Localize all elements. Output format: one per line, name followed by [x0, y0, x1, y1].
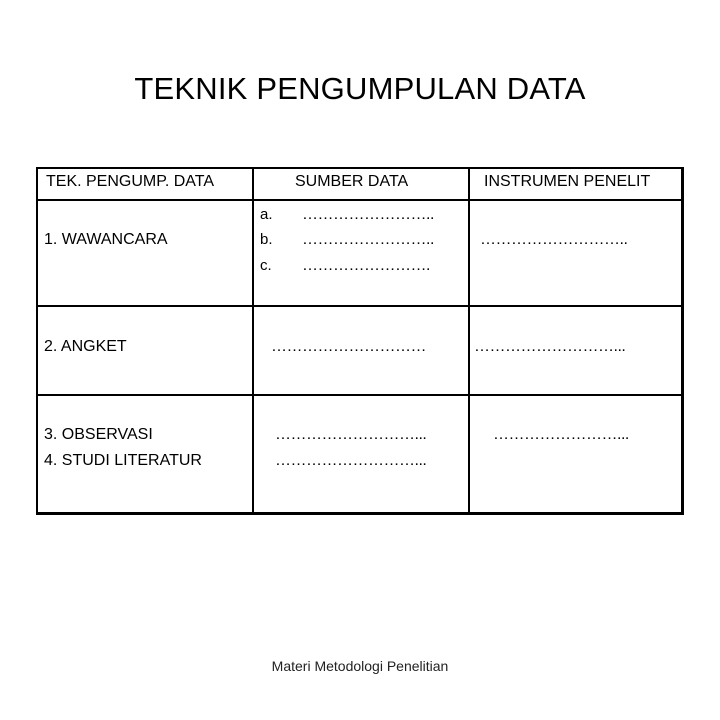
- technique-observasi: 3. OBSERVASI: [44, 426, 153, 443]
- source-letter-c: c.: [260, 257, 272, 274]
- header-technique: TEK. PENGUMP. DATA: [46, 173, 215, 190]
- technique-angket: 2. ANGKET: [44, 338, 127, 355]
- technique-studi-literatur: 4. STUDI LITERATUR: [44, 452, 202, 469]
- source-item-b: ……………………..: [302, 231, 434, 248]
- data-collection-table: [36, 167, 684, 515]
- row-divider-2: [38, 394, 681, 396]
- instrument-wawancara: ………………………..: [480, 231, 628, 248]
- technique-wawancara: 1. WAWANCARA: [44, 231, 168, 248]
- instrument-observasi: ……………………...: [493, 426, 629, 443]
- source-letter-a: a.: [260, 206, 273, 223]
- column-divider-2: [468, 169, 470, 512]
- header-divider: [38, 199, 681, 201]
- header-source: SUMBER DATA: [295, 173, 409, 190]
- page-title: TEKNIK PENGUMPULAN DATA: [134, 71, 586, 106]
- source-studi-literatur: ………………………...: [275, 452, 427, 469]
- column-divider-1: [252, 169, 254, 512]
- source-item-a: ……………………..: [302, 206, 434, 223]
- source-angket: …………………………: [271, 338, 426, 355]
- source-observasi: ………………………...: [275, 426, 427, 443]
- instrument-angket: ………………………...: [474, 338, 626, 355]
- footer-caption: Materi Metodologi Penelitian: [271, 658, 449, 674]
- header-instrument: INSTRUMEN PENELIT: [484, 173, 651, 190]
- source-item-c: …………………….: [302, 257, 430, 274]
- row-divider-1: [38, 305, 681, 307]
- source-letter-b: b.: [260, 231, 273, 248]
